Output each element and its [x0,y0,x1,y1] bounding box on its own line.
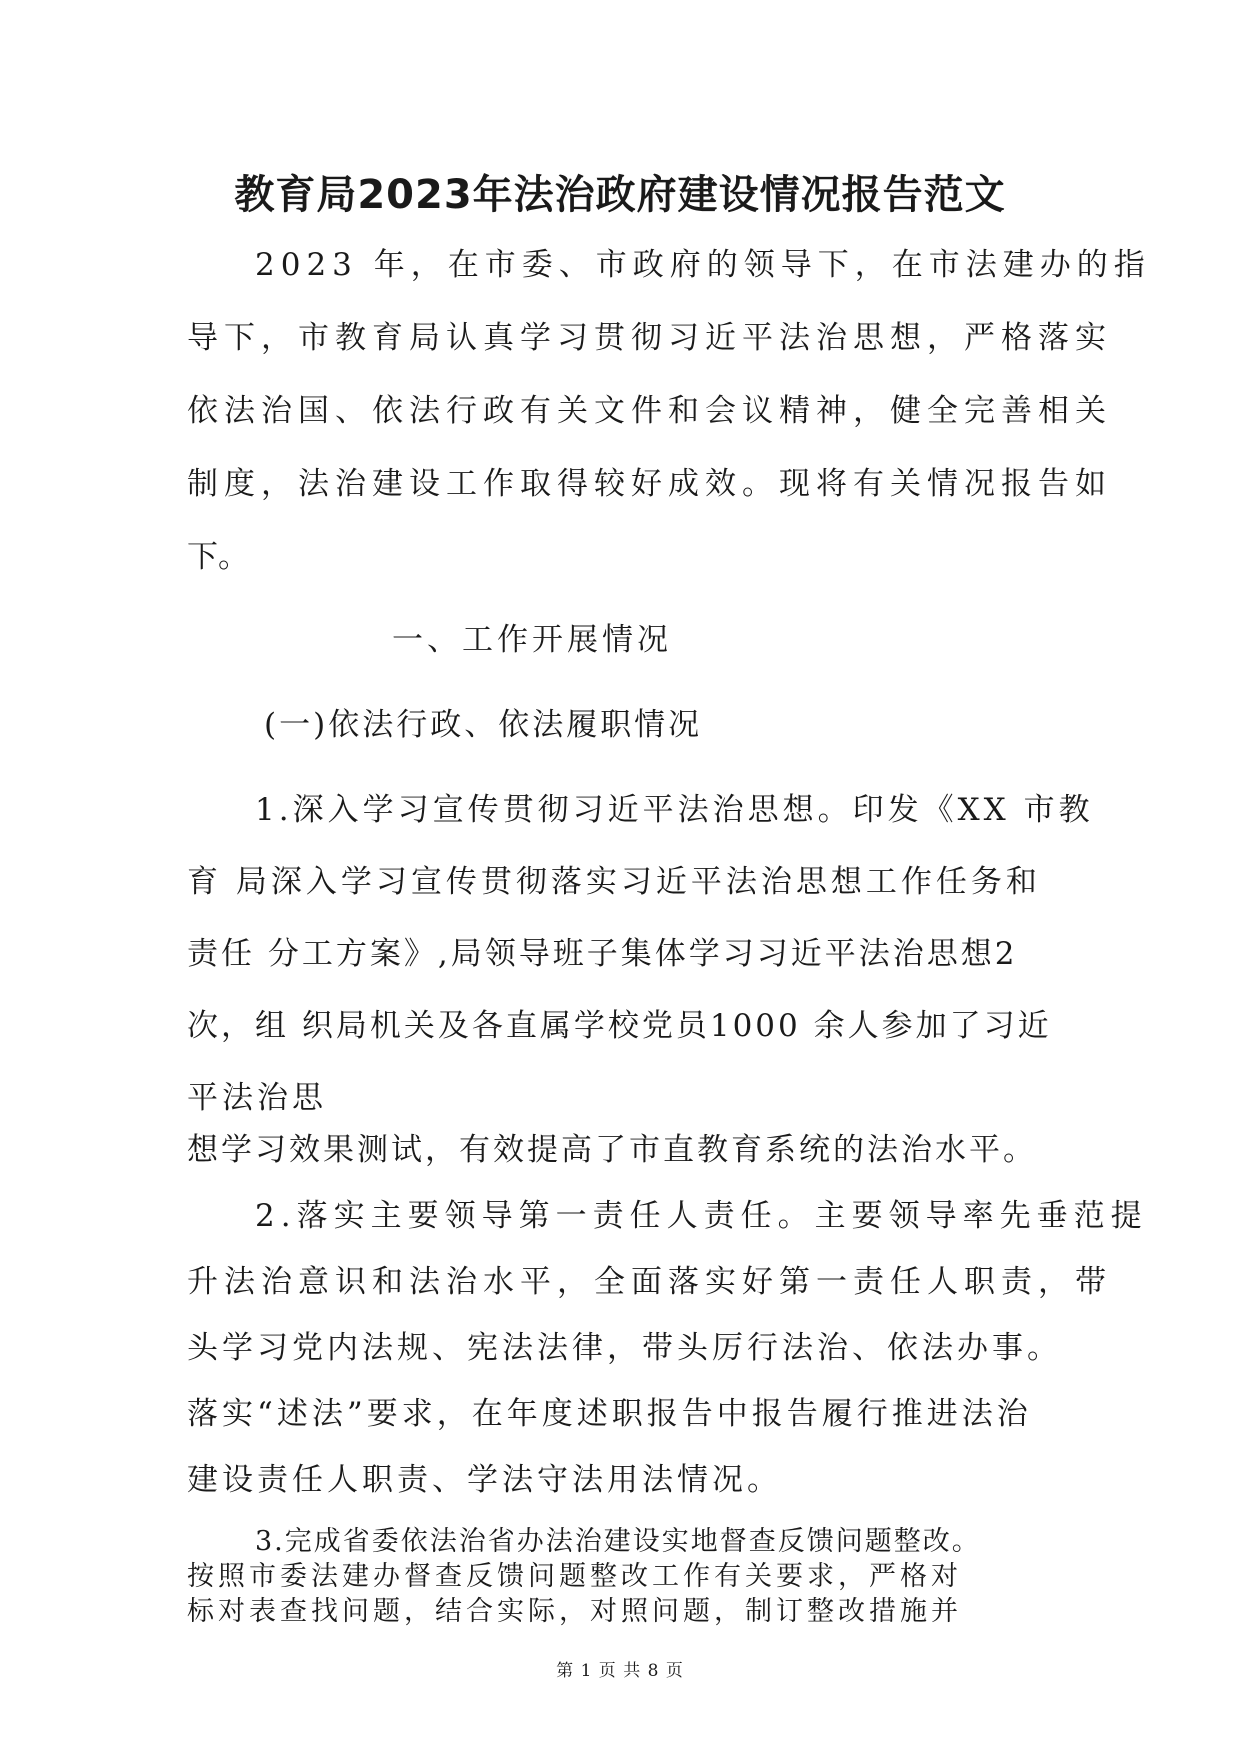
intro-line-5: 下。 [187,539,249,575]
section-heading: 一、工作开展情况 [392,622,672,658]
intro-line-3: 依法治国、依法行政有关文件和会议精神，健全完善相关 [187,393,1112,429]
item1-line-6: 想学习效果测试，有效提高了市直教育系统的法治水平。 [187,1132,1037,1168]
intro-line-1: 2023 年，在市委、市政府的领导下，在市法建办的指 [255,247,1151,283]
item3-line-3: 标对表查找问题，结合实际，对照问题，制订整改措施并 [187,1596,962,1627]
item1-line-2: 育 局深入学习宣传贯彻落实习近平法治思想工作任务和 [187,864,1041,900]
item3-line-2: 按照市委法建办督查反馈问题整改工作有关要求，严格对 [187,1561,962,1592]
item2-line-3: 头学习党内法规、宪法法律，带头厉行法治、依法办事。 [187,1330,1062,1366]
item1-line-3: 责任 分工方案》,局领导班子集体学习习近平法治思想2 [187,936,1018,972]
intro-line-2: 导下，市教育局认真学习贯彻习近平法治思想，严格落实 [187,320,1112,356]
item2-line-1: 2.落实主要领导第一责任人责任。主要领导率先垂范提 [255,1198,1148,1234]
document-title: 教育局2023年法治政府建设情况报告范文 [234,172,1006,218]
item1-line-4: 次，组 织局机关及各直属学校党员1000 余人参加了习近 [187,1008,1052,1044]
item2-line-4: 落实“述法”要求，在年度述职报告中报告履行推进法治 [187,1396,1032,1432]
item2-line-2: 升法治意识和法治水平，全面落实好第一责任人职责，带 [187,1264,1112,1300]
subsection-heading: (一)依法行政、依法履职情况 [264,707,703,743]
page-number-footer: 第 1 页 共 8 页 [556,1661,684,1681]
item1-line-1: 1.深入学习宣传贯彻习近平法治思想。印发《XX 市教 [255,792,1094,828]
item2-line-5: 建设责任人职责、学法守法用法情况。 [187,1462,782,1498]
intro-line-4: 制度，法治建设工作取得较好成效。现将有关情况报告如 [187,466,1112,502]
item1-line-5: 平法治思 [187,1080,327,1116]
item3-line-1: 3.完成省委依法治省办法治建设实地督查反馈问题整改。 [255,1526,981,1557]
